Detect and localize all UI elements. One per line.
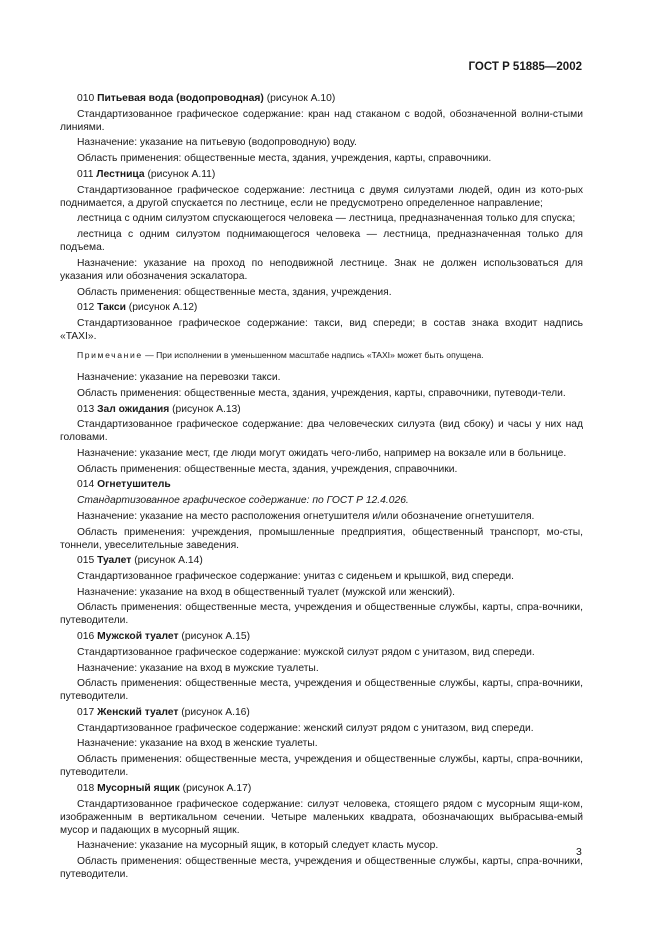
paragraph [60, 798, 583, 837]
paragraph [60, 586, 583, 599]
section-number: 017 [77, 706, 95, 718]
paragraph-text: Назначение: указание мест, где люди могут ожидать чего-либо, например на вокзале или в больнице. [77, 448, 567, 460]
page-number: 3 [576, 846, 582, 858]
section-term: Мужской туалет [97, 631, 179, 643]
paragraph-text: Область применения: общественные места, учреждения и общественные службы, карты, спра-вочники, путеводители. [60, 856, 583, 881]
section-figure-ref: (рисунок А.17) [179, 782, 252, 794]
paragraph-text: Область применения: общественные места, учреждения и общественные службы, карты, спра-вочники, путеводители. [60, 678, 583, 703]
paragraph [60, 371, 583, 384]
note-label: Примечание [77, 350, 143, 361]
paragraph [60, 737, 583, 750]
section-figure-ref: (рисунок А.10) [263, 93, 336, 104]
paragraph [60, 662, 583, 675]
paragraph-text: Назначение: указание на питьевую (водопроводную) воду. [77, 137, 357, 149]
section-heading [60, 301, 583, 314]
paragraph-text: Назначение: указание на вход в женские туалеты. [77, 738, 318, 750]
paragraph [60, 753, 583, 779]
section-term: Мусорный ящик [97, 782, 180, 794]
paragraph-text: Стандартизованное графическое содержание: унитаз с сиденьем и крышкой, вид спереди. [77, 570, 515, 582]
section-heading [60, 168, 583, 181]
paragraph [60, 317, 583, 343]
paragraph [60, 855, 583, 881]
paragraph-text: Стандартизованное графическое содержание: по ГОСТ Р 12.4.026. [77, 495, 409, 507]
paragraph-text: Назначение: указание на перевозки такси. [77, 372, 281, 384]
paragraph [60, 184, 583, 210]
section-heading [60, 403, 583, 416]
paragraph [60, 418, 583, 444]
paragraph [60, 601, 583, 627]
paragraph [60, 510, 583, 523]
section-number: 010 [77, 93, 95, 104]
paragraph [60, 646, 583, 659]
section-number: 012 [77, 302, 95, 314]
paragraph-text: Стандартизованное графическое содержание: два человеческих силуэта (вид сбоку) и часы у них над головами. [60, 419, 583, 444]
paragraph-text: Назначение: указание на место расположения огнетушителя и/или обозначение огнетушителя. [77, 510, 535, 522]
paragraph-text: Область применения: общественные места, учреждения и общественные службы, карты, спра-вочники, путеводители. [60, 602, 583, 627]
paragraph [60, 152, 583, 165]
section-figure-ref: (рисунок А.11) [144, 168, 216, 180]
paragraph [60, 722, 583, 735]
section-term: Туалет [97, 555, 132, 567]
paragraph-text: Стандартизованное графическое содержание: кран над стаканом с водой, обозначенной волни-стыми линиями. [60, 108, 583, 133]
section-heading [60, 92, 583, 105]
section-number: 016 [77, 631, 95, 643]
document-body [60, 92, 583, 884]
paragraph-text: Назначение: указание на вход в мужские туалеты. [77, 662, 319, 674]
paragraph-text: Область применения: общественные места, учреждения и общественные службы, карты, спра-вочники, путеводители. [60, 754, 583, 779]
section-number: 013 [77, 403, 95, 415]
section-figure-ref: (рисунок А.16) [178, 706, 250, 718]
section-term: Такси [97, 302, 126, 314]
note-text: — При исполнении в уменьшенном масштабе надпись «TAXI» может быть опущена. [142, 350, 484, 361]
paragraph-text: Назначение: указание на мусорный ящик, в который следует класть мусор. [77, 840, 439, 852]
paragraph [60, 526, 583, 552]
paragraph-text: Область применения: общественные места, здания, учреждения, карты, справочники, путеводи-тели. [77, 387, 566, 399]
paragraph-text: Область применения: общественные места, здания, учреждения, справочники. [77, 463, 458, 475]
section-figure-ref: (рисунок А.15) [178, 631, 251, 643]
section-term: Питьевая вода (водопроводная) [97, 93, 264, 104]
section-term: Женский туалет [97, 706, 179, 718]
paragraph-text: Назначение: указание на вход в общественный туалет (мужской или женский). [77, 586, 455, 598]
paragraph [60, 447, 583, 460]
paragraph [60, 228, 583, 254]
section-heading [60, 782, 583, 795]
paragraph [60, 387, 583, 400]
section-number: 014 [77, 479, 95, 491]
paragraph-text: Стандартизованное графическое содержание: лестница с двумя силуэтами людей, один из кото-рых поднимается, а другой спускается по лестнице, если не предусмотрено определенное направление; [60, 184, 583, 209]
paragraph [60, 257, 583, 283]
section-number: 015 [77, 555, 95, 567]
paragraph [60, 570, 583, 583]
paragraph-text: Область применения: учреждения, промышленные предприятия, общественный транспорт, мо-сты, тоннели, увеселительные заведения. [60, 526, 583, 551]
paragraph-text: Область применения: общественные места, здания, учреждения. [77, 286, 392, 298]
paragraph-text: Стандартизованное графическое содержание: такси, вид спереди; в состав знака входит надпись «TAXI». [60, 317, 583, 343]
section-term: Лестница [96, 168, 145, 180]
paragraph-text: лестница с одним силуэтом поднимающегося человека — лестница, предназначенная только для подъема. [60, 229, 583, 254]
document-header: ГОСТ Р 51885—2002 [468, 61, 582, 73]
section-number: 011 [77, 168, 94, 180]
section-number: 018 [77, 782, 95, 794]
paragraph [60, 463, 583, 476]
section-heading [60, 630, 583, 643]
paragraph [60, 286, 583, 299]
paragraph [60, 839, 583, 852]
paragraph-text: лестница с одним силуэтом спускающегося человека — лестница, предназначенная только для спуска; [77, 213, 576, 225]
paragraph-text: Область применения: общественные места, здания, учреждения, карты, справочники. [77, 153, 492, 165]
paragraph-text: Стандартизованное графическое содержание: силуэт человека, стоящего рядом с мусорным ящи-ком, изображенным в вертикальном сечении. Четыре маленьких квадрата, обозначающих выбрасыва-емый мусор и падающих в мусорный ящик. [60, 798, 583, 836]
paragraph [60, 212, 583, 225]
paragraph-text: Стандартизованное графическое содержание: мужской силуэт рядом с унитазом, вид спереди. [77, 646, 535, 658]
section-term: Зал ожидания [97, 403, 170, 415]
paragraph [60, 136, 583, 149]
section-heading [60, 478, 583, 491]
section-figure-ref: (рисунок А.14) [131, 555, 203, 567]
paragraph [60, 677, 583, 703]
paragraph-text: Стандартизованное графическое содержание: женский силуэт рядом с унитазом, вид спереди. [77, 722, 534, 734]
section-heading [60, 554, 583, 567]
section-figure-ref: (рисунок А.13) [169, 403, 241, 415]
note [60, 349, 583, 362]
section-figure-ref: (рисунок А.12) [125, 302, 198, 314]
section-term: Огнетушитель [97, 479, 171, 491]
paragraph [60, 108, 583, 134]
paragraph-italic [60, 494, 583, 507]
section-heading [60, 706, 583, 719]
paragraph-text: Назначение: указание на проход по неподвижной лестнице. Знак не должен использоваться для указания или обозначения эскалатора. [60, 257, 583, 282]
